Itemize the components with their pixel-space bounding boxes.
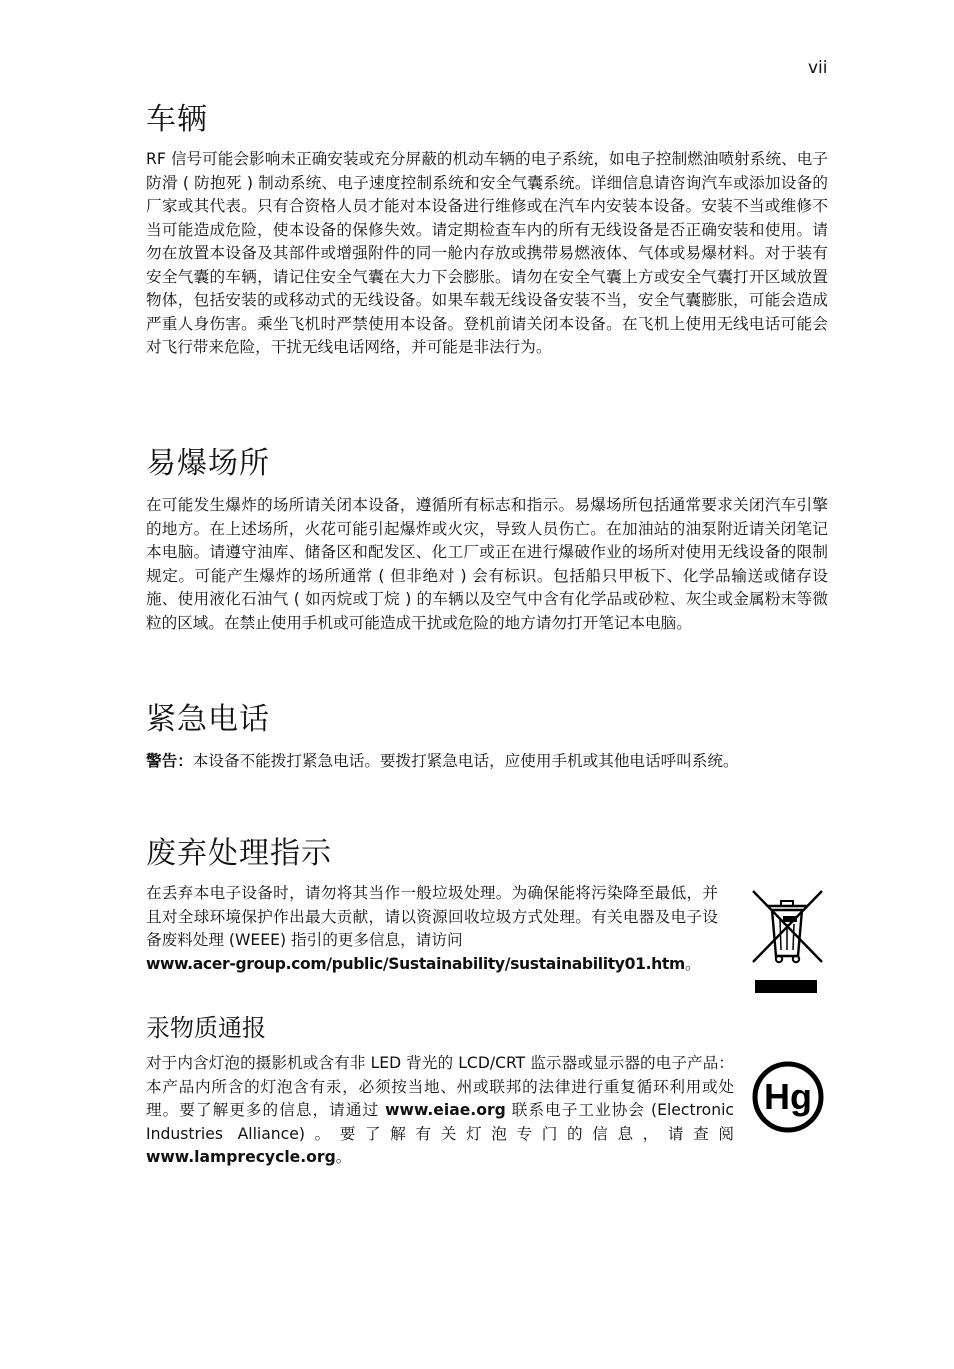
eiae-link[interactable]: www.eiae.org — [385, 1101, 506, 1119]
page-number: vii — [808, 58, 828, 78]
section-title-vehicles: 车辆 — [146, 102, 208, 137]
explosive-body: 在可能发生爆炸的场所请关闭本设备，遵循所有标志和指示。易爆场所包括通常要求关闭汽车引擎的地方。在上述场所，火花可能引起爆炸或火灾，导致人员伤亡。在加油站的油泵附近请关闭笔记本电脑。请遵守油库、储备区和配发区、化工厂或正在进行爆破作业的场所对使用无线设备的限制规定。可能产生爆炸的场所通常 ( 但非绝对 ) 会有标识。包括船只甲板下、化学品输送或储存设施、使用液化石油气 ( 如丙烷或丁烷 ) 的车辆以及空气中含有化学品或砂粒、灰尘或金属粉末等微粒的区域。在禁止使用手机或可能造成干扰或危险的地方请勿打开笔记本电脑。 — [146, 496, 828, 632]
mercury-body — [146, 1052, 734, 1170]
mercury-hg-icon — [751, 1060, 825, 1134]
emergency-body — [146, 750, 796, 774]
hg-icon-text: Hg — [764, 1076, 812, 1117]
disposal-url-suffix: 。 — [684, 954, 701, 973]
section-title-emergency: 紧急电话 — [146, 702, 270, 737]
mercury-text-part2: 联系电子工业协会 (Electronic Industries Alliance)。要了解有关灯泡专门的信息，请查阅 — [146, 1101, 734, 1143]
emergency-text: 本设备不能拨打紧急电话。要拨打紧急电话，应使用手机或其他电话呼叫系统。 — [192, 752, 739, 770]
section-vehicles — [146, 100, 828, 360]
mercury-text-part1: 对于内含灯泡的摄影机或含有非 LED 背光的 LCD/CRT 监示器或显示器的电子产品：本产品内所含的灯泡含有汞，必须按当地、州或联邦的法律进行重复循环利用或处理。要了解更多的信息，请通过 — [146, 1054, 734, 1119]
warning-label: 警告： — [146, 752, 193, 770]
section-emergency — [146, 700, 828, 774]
section-title-explosive: 易爆场所 — [146, 446, 270, 481]
weee-crossed-bin-icon — [750, 888, 824, 996]
disposal-body: 在丢弃本电子设备时，请勿将其当作一般垃圾处理。为确保能将污染降至最低，并且对全球环境保护作出最大贡献，请以资源回收垃圾方式处理。有关电器及电子设备废料处理 (WEEE) 指引的更多信息，请访问 — [146, 884, 718, 949]
section-title-mercury: 汞物质通报 — [146, 1014, 266, 1042]
vehicles-body: RF 信号可能会影响未正确安装或充分屏蔽的机动车辆的电子系统，如电子控制燃油喷射系统、电子防滑 ( 防抱死 ) 制动系统、电子速度控制系统和安全气囊系统。详细信息请咨询汽车或添加设备的厂家或其代表。只有合资格人员才能对本设备进行维修或在汽车内安装本设备。安装不当或维修不当可能造成危险，使本设备的保修失效。请定期检查车内的所有无线设备是否正确安装和使用。请勿在放置本设备及其部件或增强附件的同一舱内存放或携带易燃液体、气体或易爆材料。对于装有安全气囊的车辆，请记住安全气囊在大力下会膨胀。请勿在安全气囊上方或安全气囊打开区域放置物体，包括安装的或移动式的无线设备。如果车载无线设备安装不当，安全气囊膨胀，可能会造成严重人身伤害。乘坐飞机时严禁使用本设备。登机前请关闭本设备。在飞机上使用无线电话可能会对飞行带来危险，干扰无线电话网络，并可能是非法行为。 — [146, 150, 828, 356]
section-explosive — [146, 444, 828, 635]
section-disposal — [146, 834, 836, 976]
disposal-url-link[interactable]: www.acer-group.com/public/Sustainability/sustainability01.htm — [146, 954, 685, 973]
section-mercury — [146, 1012, 736, 1170]
mercury-text-part3: 。 — [335, 1148, 352, 1166]
section-title-disposal: 废弃处理指示 — [146, 836, 332, 871]
disposal-url-line — [146, 953, 836, 977]
lamprecycle-link[interactable]: www.lamprecycle.org — [146, 1148, 336, 1166]
